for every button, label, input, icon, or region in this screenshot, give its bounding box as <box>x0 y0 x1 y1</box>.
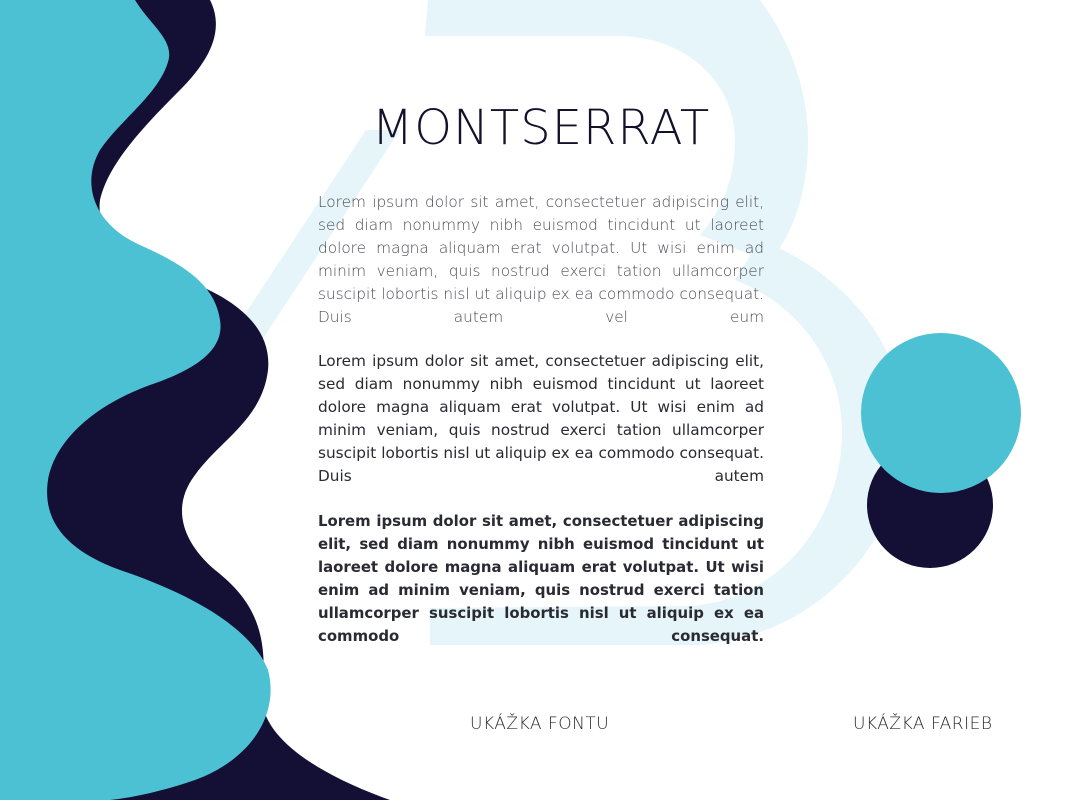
font-sample-caption: UKÁŽKA FONTU <box>470 714 610 734</box>
regular-weight-sample-paragraph: Lorem ipsum dolor sit amet, consectetuer adipiscing elit, sed diam nonummy nibh euismod tincidunt ut laoreet dolore magna aliquam erat volutpat. Ut wisi enim ad minim veniam, quis nostrud exerci tation ullamcorper suscipit lobortis nisl ut aliquip ex ea commodo consequat. Duis autem <box>318 352 764 485</box>
font-name-title: MONTSERRAT <box>371 100 711 156</box>
light-weight-sample-paragraph: Lorem ipsum dolor sit amet, consectetuer adipiscing elit, sed diam nonummy nibh euismod tincidunt ut laoreet dolore magna aliquam erat volutpat. Ut wisi enim ad minim veniam, quis nostrud exerci tation ullamcorper suscipit lobortis nisl ut aliquip ex ea commodo consequat. Duis autem vel eum <box>318 193 764 326</box>
bold-weight-sample-paragraph: Lorem ipsum dolor sit amet, consectetuer adipiscing elit, sed diam nonummy nibh euismod tincidunt ut laoreet dolore magna aliquam erat volutpat. Ut wisi enim ad minim veniam, quis nostrud exerci tation ullamcorper suscipit lobortis nisl ut aliquip ex ea commodo consequat. <box>318 512 764 645</box>
color-sample-caption: UKÁŽKA FARIEB <box>853 714 993 734</box>
cyan-color-swatch <box>861 333 1021 493</box>
